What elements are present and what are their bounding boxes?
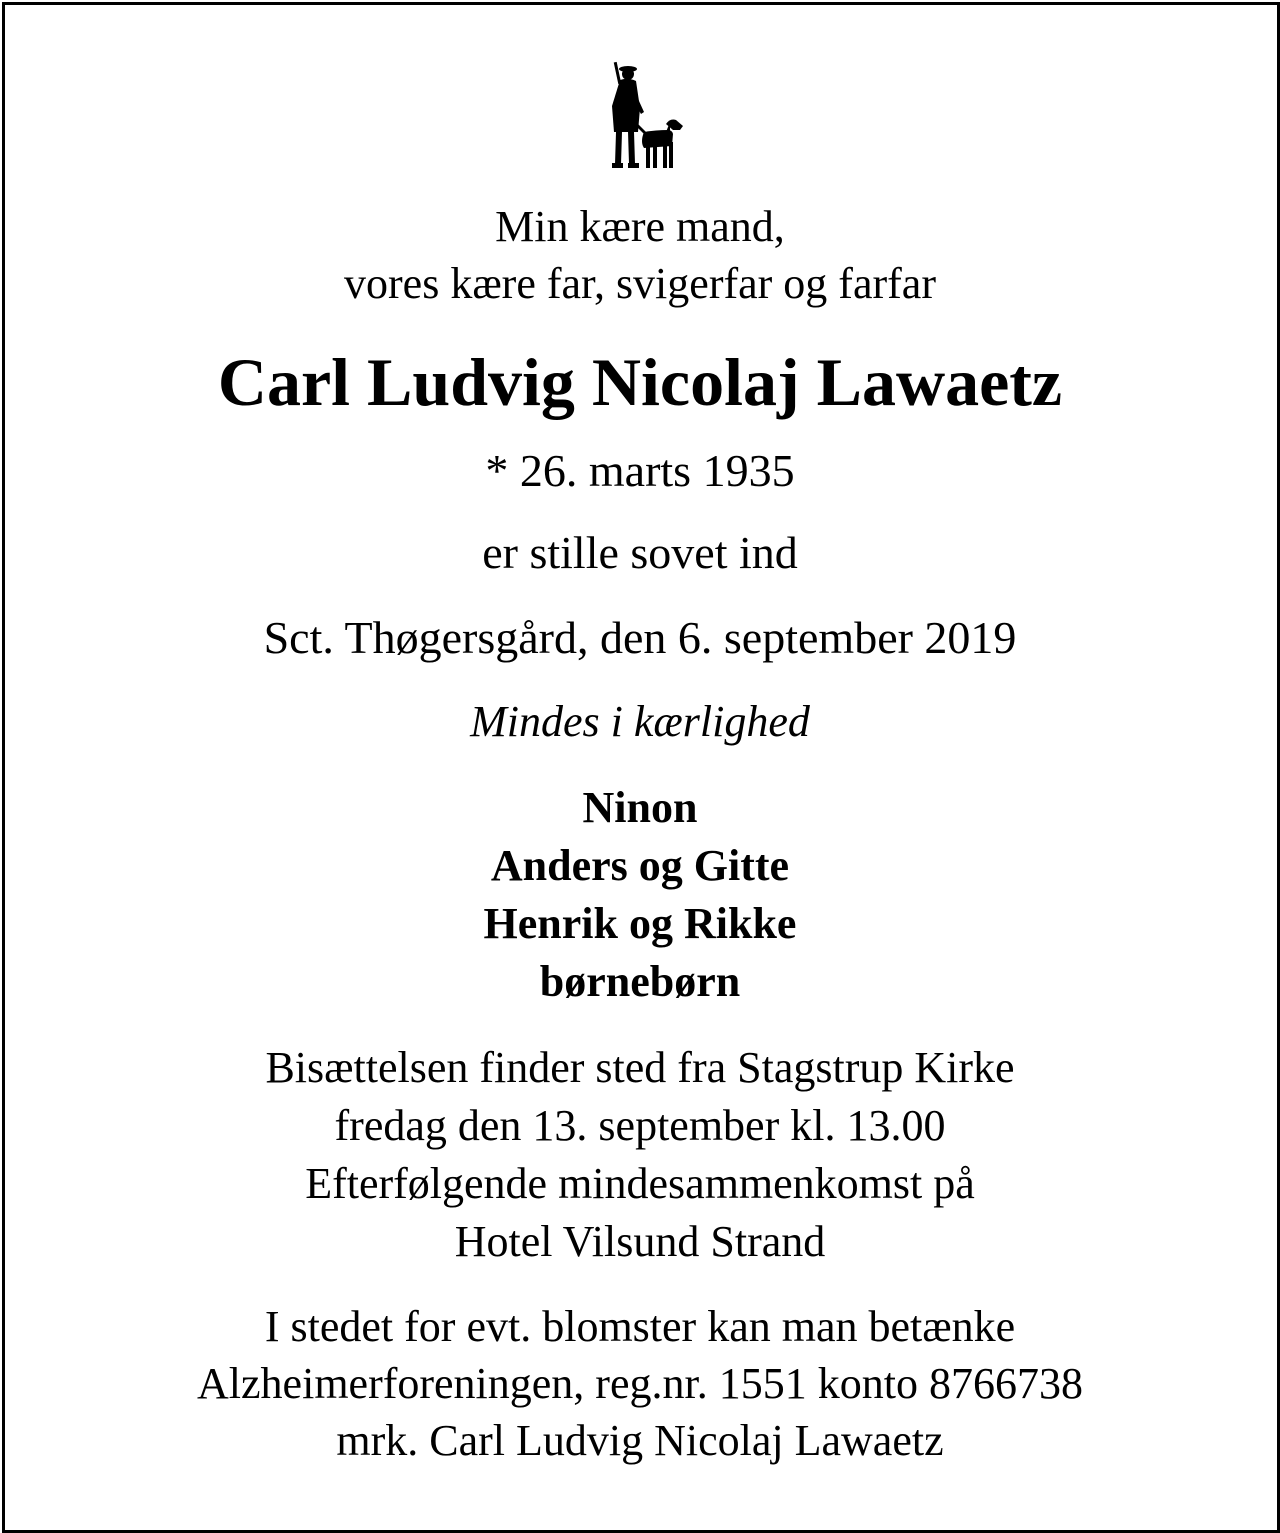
passed-away-text: er stille sovet ind [482, 527, 798, 578]
donation-info-line: mrk. Carl Ludvig Nicolaj Lawaetz [336, 1416, 944, 1465]
donation-info-line: I stedet for evt. blomster kan man betænke [264, 1302, 1016, 1351]
funeral-info-line: Bisættelsen finder sted fra Stagstrup Kirke [265, 1043, 1015, 1092]
intro-line-2: vores kære far, svigerfar og farfar [344, 259, 936, 308]
hunter-with-dog-icon [600, 60, 684, 172]
birth-date: * 26. marts 1935 [485, 445, 795, 496]
mourner-name: børnebørn [539, 957, 741, 1006]
donation-info-line: Alzheimerforeningen, reg.nr. 1551 konto 8766738 [197, 1359, 1083, 1408]
deceased-name: Carl Ludvig Nicolaj Lawaetz [217, 344, 1063, 420]
mourner-name: Ninon [582, 783, 698, 832]
mourner-name: Anders og Gitte [490, 841, 790, 890]
funeral-info-line: fredag den 13. september kl. 13.00 [334, 1101, 946, 1150]
funeral-info-line: Efterfølgende mindesammenkomst på [305, 1159, 975, 1208]
place-and-date: Sct. Thøgersgård, den 6. september 2019 [263, 612, 1017, 663]
mourner-name: Henrik og Rikke [483, 899, 797, 948]
funeral-info-line: Hotel Vilsund Strand [454, 1217, 826, 1266]
remembrance-text: Mindes i kærlighed [470, 697, 810, 746]
intro-line-1: Min kære mand, [495, 202, 785, 251]
